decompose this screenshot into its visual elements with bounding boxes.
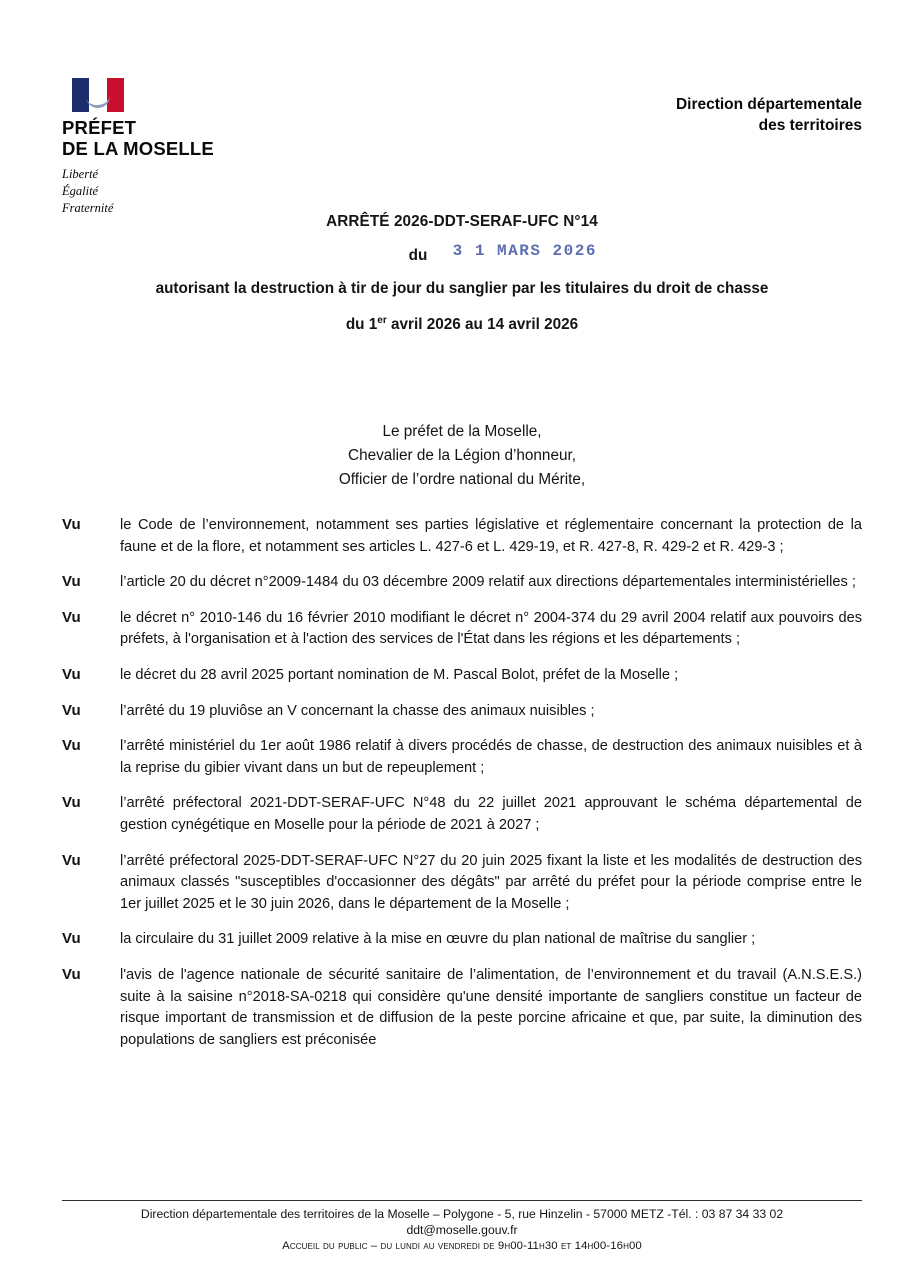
prefecture-name xyxy=(62,118,322,159)
prefecture-logo-block xyxy=(62,78,322,217)
period-prefix: du 1 xyxy=(345,316,378,334)
vu-clause xyxy=(62,793,862,836)
prefect-identity xyxy=(62,420,862,492)
vu-clause-text: l’arrêté préfectoral 2021-DDT-SERAF-UFC N°48 du 22 juillet 2021 approuvant le schéma départemental de gestion cynégétique en Moselle pour la période de 2021 à 2027 ; xyxy=(120,795,862,833)
decree-title-block xyxy=(62,213,862,334)
vu-clause xyxy=(62,572,862,594)
footer-email: ddt@moselle.gouv.fr xyxy=(406,1223,518,1238)
french-flag-icon xyxy=(72,78,124,112)
republic-motto xyxy=(62,166,322,216)
vu-clause-list xyxy=(62,515,862,1065)
prefect-title: Le préfet de la Moselle, xyxy=(382,423,542,440)
vu-clause-text: l’arrêté ministériel du 1er août 1986 relatif à divers procédés de chasse, de destruction des animaux nuisibles et à la reprise du gibier vivant dans un but de repeuplement ; xyxy=(120,738,862,776)
decree-subtitle-period xyxy=(62,315,862,334)
prefect-honour-1: Chevalier de la Légion d’honneur, xyxy=(348,447,576,465)
vu-clause xyxy=(62,608,862,651)
vu-clause-text: le décret n° 2010-146 du 16 février 2010 modifiant le décret n° 2004-374 du 29 avril 2004 relatif aux pouvoirs des préfets, à l'organisation et à l'action des services de l'État dans les régions et les départements ; xyxy=(120,609,862,648)
vu-clause-text: le décret du 28 avril 2025 portant nomination de M. Pascal Bolot, préfet de la Moselle ; xyxy=(120,666,679,683)
motto-fraternite: Fraternité xyxy=(62,200,114,215)
vu-clause xyxy=(62,965,862,1051)
vu-clause xyxy=(62,515,862,558)
motto-liberte: Liberté xyxy=(62,167,99,182)
document-footer xyxy=(62,1200,862,1254)
vu-marker: Vu xyxy=(62,665,81,683)
prefet-line-1: PRÉFET xyxy=(62,117,137,138)
vu-marker: Vu xyxy=(62,701,81,719)
decree-number: ARRÊTÉ 2026-DDT-SERAF-UFC N°14 xyxy=(326,213,598,230)
vu-clause-text: le Code de l’environnement, notamment ses parties législative et réglementaire concernant la protection de la faune et de la flore, et notamment ses articles L. 427-6 et L. 429-19, et R. 427-8, R. 429-2 et R. 429-3 ; xyxy=(120,517,862,555)
vu-marker: Vu xyxy=(62,794,81,812)
prefet-line-2: DE LA MOSELLE xyxy=(62,137,214,159)
footer-opening-hours: Accueil du public – du lundi au vendredi de 9h00-11h30 et 14h00-16h00 xyxy=(282,1239,642,1252)
vu-marker: Vu xyxy=(62,965,81,983)
department-service-title xyxy=(676,94,862,137)
document-header xyxy=(62,78,862,215)
vu-clause-text: l’arrêté du 19 pluviôse an V concernant la chasse des animaux nuisibles ; xyxy=(120,702,595,719)
vu-marker: Vu xyxy=(62,516,81,533)
vu-clause xyxy=(62,851,862,916)
footer-address: Direction départementale des territoires de la Moselle – Polygone - 5, rue Hinzelin - 57000 METZ -Tél. : 03 87 34 33 02 xyxy=(140,1206,784,1221)
vu-marker: Vu xyxy=(62,851,81,869)
vu-marker: Vu xyxy=(62,573,81,591)
date-stamp: 3 1 MARS 2026 xyxy=(452,242,597,260)
vu-marker: Vu xyxy=(62,608,81,626)
decree-subtitle-purpose: autorisant la destruction à tir de jour du sanglier par les titulaires du droit de chasse xyxy=(155,280,769,297)
vu-clause xyxy=(62,665,862,687)
footer-divider xyxy=(62,1200,862,1201)
period-sup: er xyxy=(377,315,387,326)
vu-clause-text: l'avis de l'agence nationale de sécurité sanitaire de l’alimentation, de l’environnement et du travail (A.N.S.E.S.) suite à la saisine n°2018-SA-0218 qui considère qu'une densité importante de sangliers constitue un facteur de risque important de transmission et de diffusion de la peste porcine africaine et que, par suite, la diminution des populations de sangliers est préconisée xyxy=(120,966,862,1048)
vu-clause-text: l’article 20 du décret n°2009-1484 du 03 décembre 2009 relatif aux directions départementales interministérielles ; xyxy=(120,574,856,591)
prefect-honour-2: Officier de l’ordre national du Mérite, xyxy=(338,471,586,489)
period-suffix: avril 2026 au 14 avril 2026 xyxy=(386,316,579,334)
motto-egalite: Égalité xyxy=(62,184,99,199)
department-line-1: Direction départementale xyxy=(675,96,862,113)
vu-marker: Vu xyxy=(62,930,81,948)
vu-clause xyxy=(62,929,862,951)
vu-clause-text: l’arrêté préfectoral 2025-DDT-SERAF-UFC N°27 du 20 juin 2025 fixant la liste et les modalités de destruction des animaux classés "susceptibles d'occasionner des dégâts" par arrêté du préfet pour la période comprise entre le 1er juillet 2025 et le 30 juin 2026, dans le département de la Moselle ; xyxy=(120,852,862,912)
decree-date-line xyxy=(408,242,597,265)
du-label: du xyxy=(408,247,428,264)
department-line-2: des territoires xyxy=(758,117,862,135)
vu-clause-text: la circulaire du 31 juillet 2009 relative à la mise en œuvre du plan national de maîtrise du sanglier ; xyxy=(120,931,756,948)
vu-clause xyxy=(62,701,862,723)
vu-clause xyxy=(62,736,862,779)
vu-marker: Vu xyxy=(62,737,81,755)
